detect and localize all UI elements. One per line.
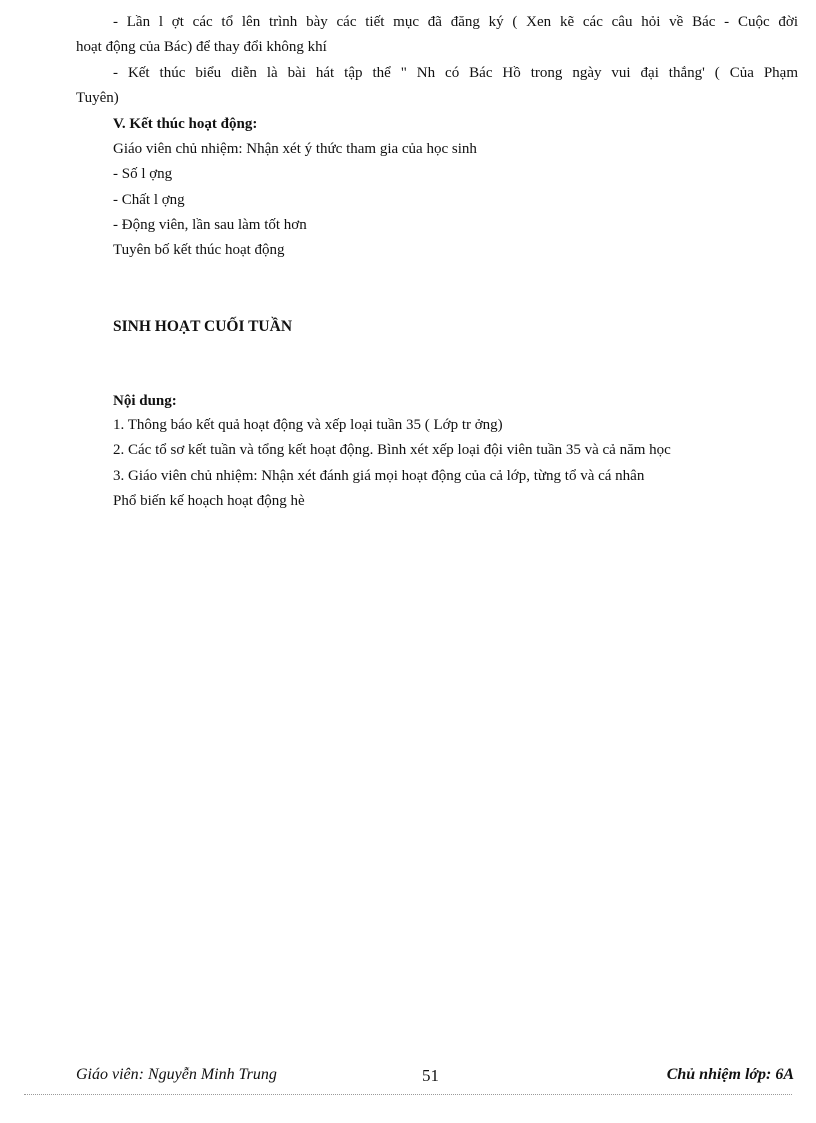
content-item: 1. Thông báo kết quả hoạt động và xếp loại tuần 35 ( Lớp tr ởng) (113, 417, 503, 433)
section-v-line: Tuyên bố kết thúc hoạt động (113, 242, 285, 258)
footer-divider (24, 1094, 792, 1095)
footer-class: Chủ nhiệm lớp: 6A (666, 1066, 794, 1083)
footer-teacher: Giáo viên: Nguyễn Minh Trung (76, 1066, 277, 1083)
content-label: Nội dung: (113, 393, 177, 409)
weekend-title: SINH HOẠT CUỐI TUẦN (113, 318, 293, 335)
activity-paragraph-1-line-1: - Lần l ợt các tổ lên trình bày các tiết mục đã đăng ký ( Xen kẽ các câu hỏi về Bác - Cuộc đời (113, 14, 798, 30)
section-v-line: - Chất l ợng (113, 192, 185, 208)
section-v-line: Giáo viên chủ nhiệm: Nhận xét ý thức tham gia của học sinh (113, 141, 477, 157)
footer-page-number: 51 (422, 1066, 439, 1085)
activity-paragraph-1-line-2: hoạt động của Bác) để thay đổi không khí (76, 39, 327, 55)
activity-paragraph-2-line-1: - Kết thúc biểu diễn là bài hát tập thể " Nh có Bác Hồ trong ngày vui đại thắng' ( Của Phạm (113, 65, 798, 81)
section-v-line: - Động viên, lần sau làm tốt hơn (113, 217, 307, 233)
content-item: Phổ biến kế hoạch hoạt động hè (113, 493, 305, 509)
section-v-heading: V. Kết thúc hoạt động: (113, 116, 258, 132)
activity-paragraph-2-line-2: Tuyên) (76, 90, 119, 106)
content-item: 3. Giáo viên chủ nhiệm: Nhận xét đánh giá mọi hoạt động của cả lớp, từng tổ và cá nhân (113, 468, 645, 484)
section-v-line: - Số l ợng (113, 166, 173, 182)
content-item: 2. Các tổ sơ kết tuần và tổng kết hoạt động. Bình xét xếp loại đội viên tuần 35 và cả năm học (113, 442, 671, 458)
